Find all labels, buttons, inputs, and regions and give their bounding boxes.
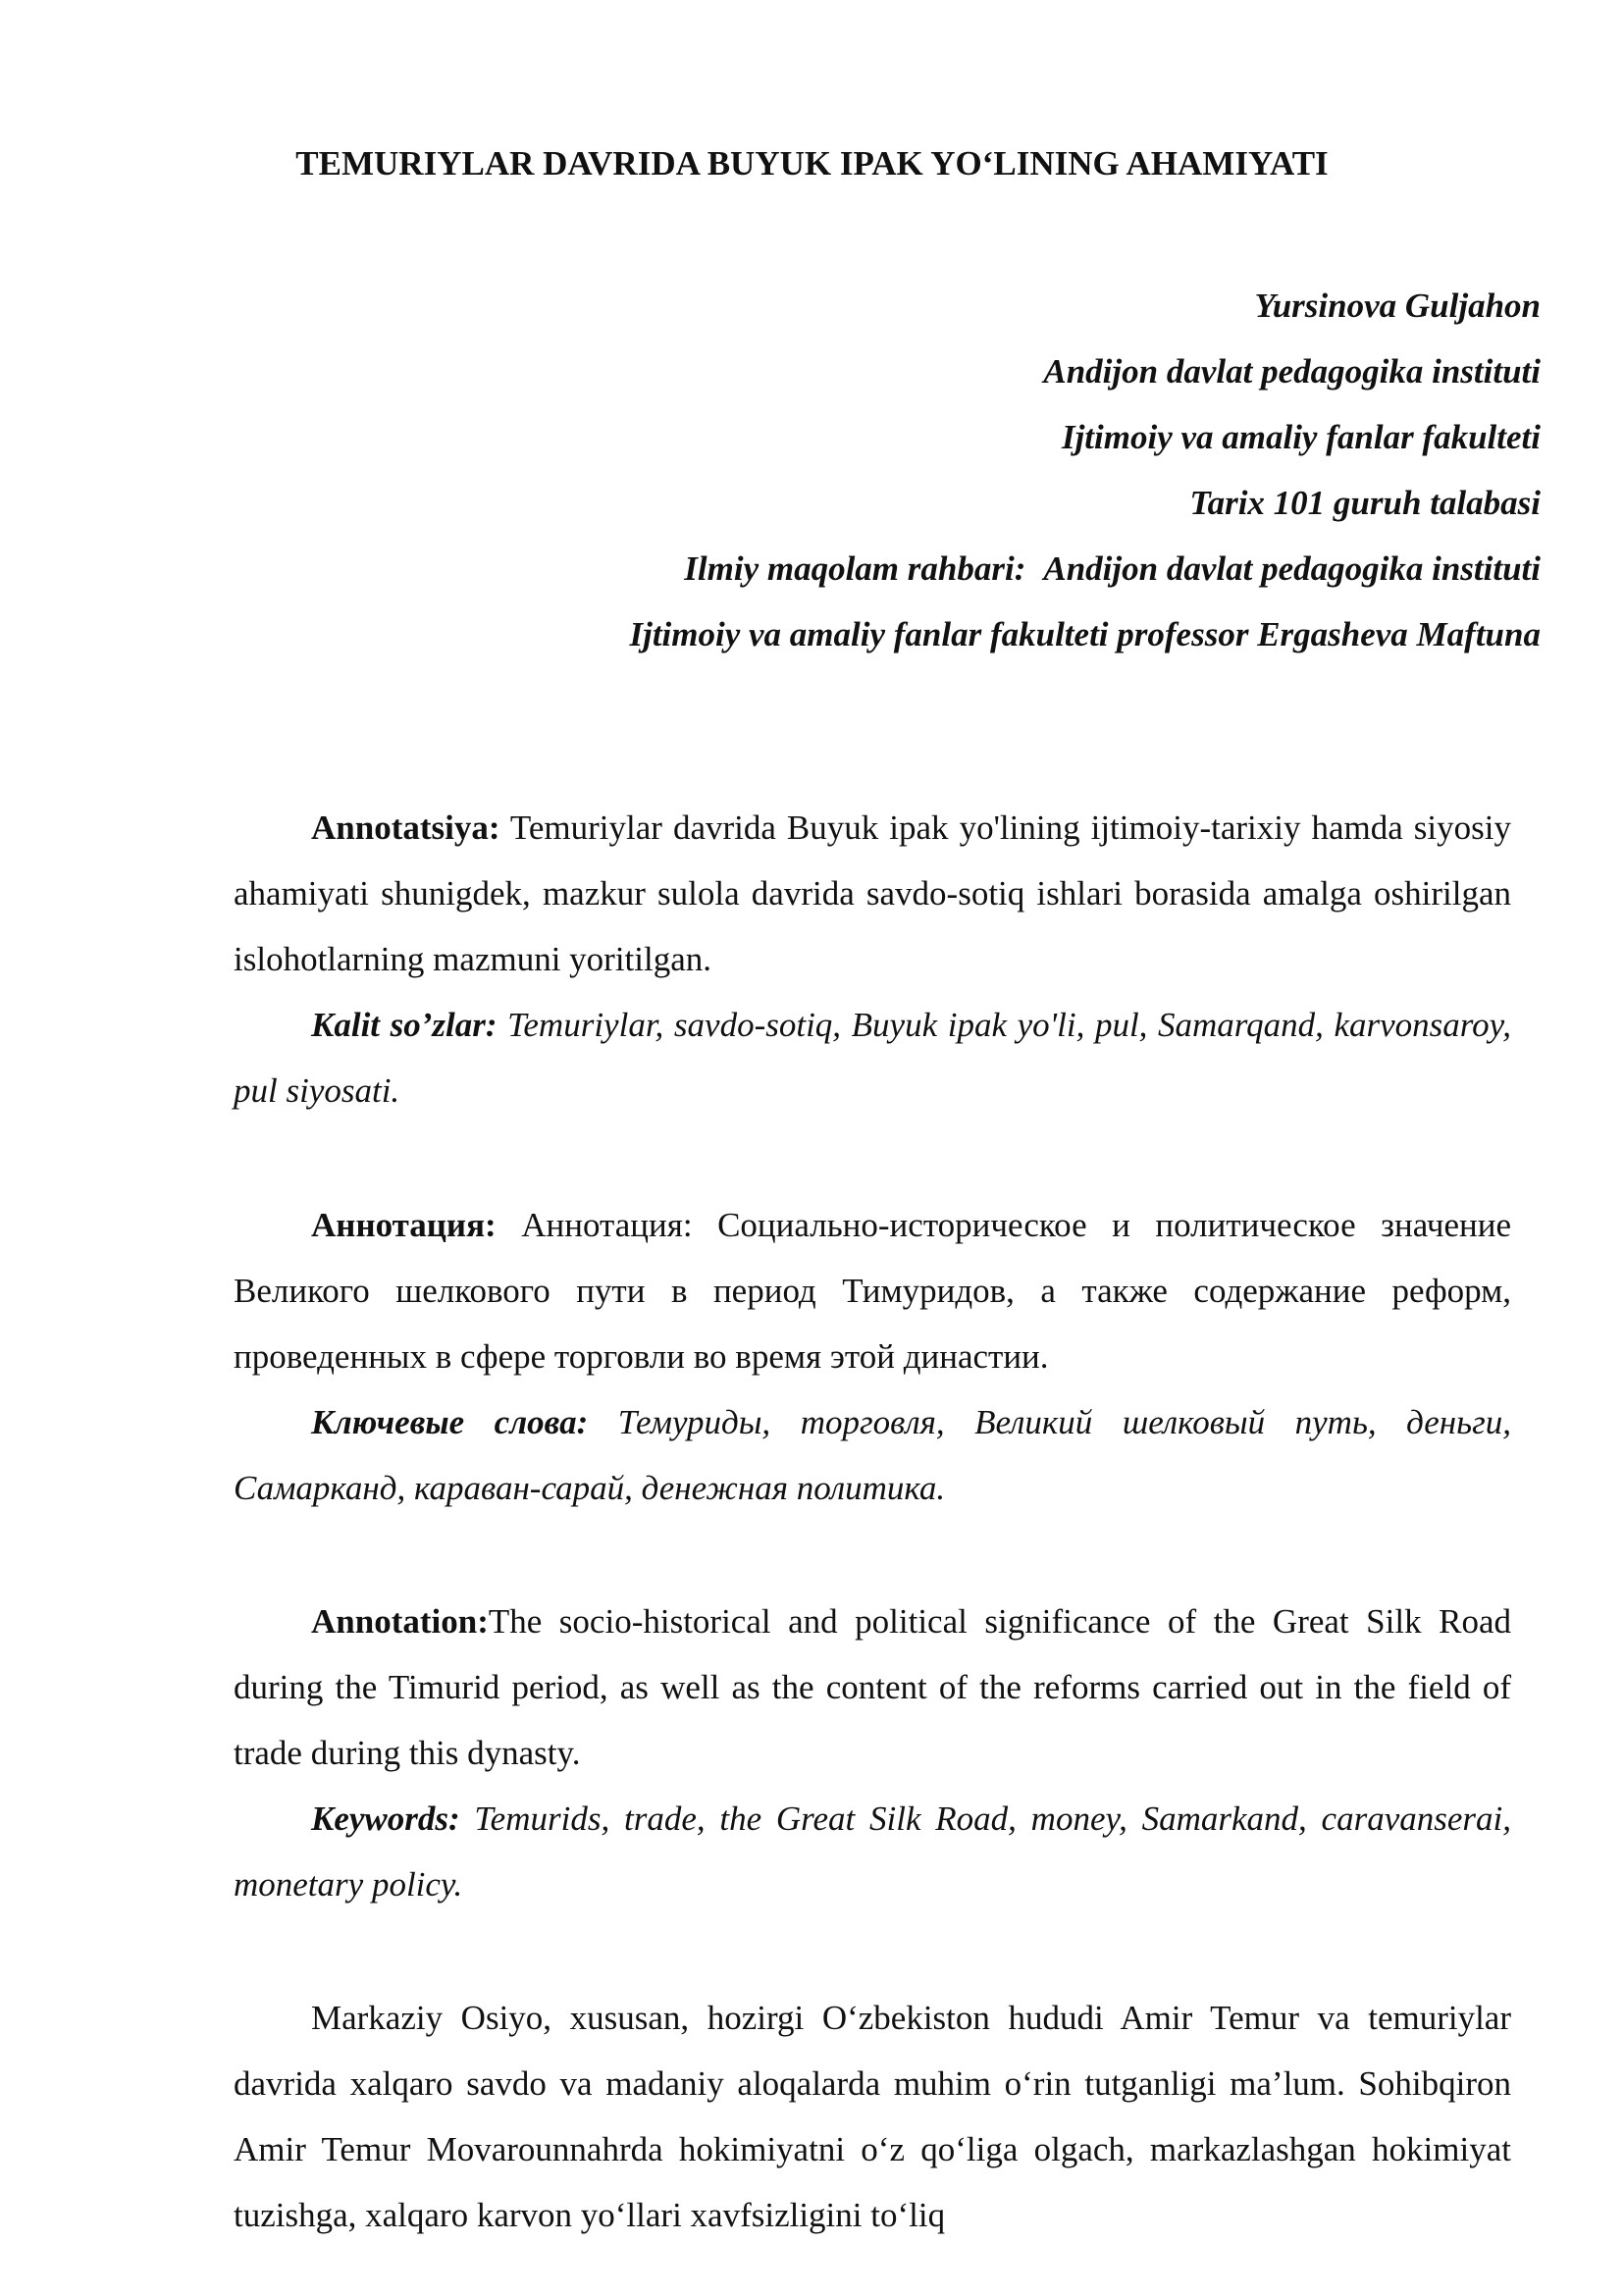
author-name: Yursinova Guljahon	[1254, 287, 1541, 325]
uzbek-keywords-label: Kalit so’zlar:	[311, 1006, 498, 1044]
body-paragraph: Markaziy Osiyo, xususan, hozirgi O‘zbekiston hududi Amir Temur va temuriylar davrida xalqaro savdo va madaniy aloqalarda muhim o‘rin tutganligi ma’lum. Sohibqiron Amir Temur Movarounnahrda hokimiyatni o‘z qo‘liga olgach, markazlashgan hokimiyat tuzishga, xalqaro karvon yo‘llari xavfsizligini to‘liq	[234, 1999, 1511, 2234]
uzbek-annotation	[234, 795, 1511, 992]
uzbek-keywords-text: Temuriylar, savdo-sotiq, Buyuk ipak yo'li, pul, Samarqand, karvonsaroy, pul siyosati.	[234, 1006, 1511, 1110]
paper-title: TEMURIYLAR DAVRIDA BUYUK IPAK YO‘LINING AHAMIYATI	[295, 144, 1329, 183]
uzbek-keywords	[234, 992, 1511, 1123]
russian-abstract-section	[234, 1192, 1511, 1521]
author-institution: Andijon davlat pedagogika instituti	[1043, 352, 1541, 391]
english-annotation-text: The socio-historical and political significance of the Great Silk Road during the Timurid period, as well as the content of the reforms carried out in the field of trade during this dynasty.	[234, 1602, 1511, 1772]
supervisor-institution: Andijon davlat pedagogika instituti	[1043, 549, 1541, 588]
author-faculty: Ijtimoiy va amaliy fanlar fakulteti	[1061, 418, 1541, 456]
uzbek-abstract-section	[234, 795, 1511, 1123]
russian-keywords-label: Ключевые слова:	[311, 1403, 589, 1441]
english-keywords-label: Keywords:	[311, 1799, 460, 1838]
supervisor-row	[265, 536, 1541, 601]
russian-annotation	[234, 1192, 1511, 1389]
english-annotation	[234, 1589, 1511, 1786]
english-annotation-label: Annotation:	[311, 1602, 489, 1641]
supervisor-line: Ijtimoiy va amaliy fanlar fakulteti professor Ergasheva Maftuna	[629, 615, 1541, 653]
english-abstract-section	[234, 1589, 1511, 1917]
uzbek-annotation-label: Annotatsiya:	[311, 808, 500, 847]
body-section	[234, 1985, 1511, 2248]
author-block	[265, 273, 1541, 667]
russian-keywords	[234, 1389, 1511, 1521]
english-keywords-text: Temurids, trade, the Great Silk Road, money, Samarkand, caravanserai, monetary policy.	[234, 1799, 1511, 1904]
english-keywords	[234, 1786, 1511, 1917]
supervisor-label: Ilmiy maqolam rahbari:	[684, 549, 1026, 588]
russian-annotation-label: Аннотация:	[311, 1206, 497, 1244]
russian-annotation-text: Аннотация: Социально-историческое и политическое значение Великого шелкового пути в период Тимуридов, а также содержание реформ, проведенных в сфере торговли во время этой династии.	[234, 1206, 1511, 1376]
russian-keywords-text: Темуриды, торговля, Великий шелковый путь, деньги, Самарканд, караван-сарай, денежная политика.	[234, 1403, 1511, 1507]
author-group: Tarix 101 guruh talabasi	[1189, 484, 1541, 522]
uzbek-annotation-text: Temuriylar davrida Buyuk ipak yo'lining ijtimoiy-tarixiy hamda siyosiy ahamiyati shunigdek, mazkur sulola davrida savdo-sotiq ishlari borasida amalga oshirilgan islohotlarning mazmuni yoritilgan.	[234, 808, 1511, 978]
